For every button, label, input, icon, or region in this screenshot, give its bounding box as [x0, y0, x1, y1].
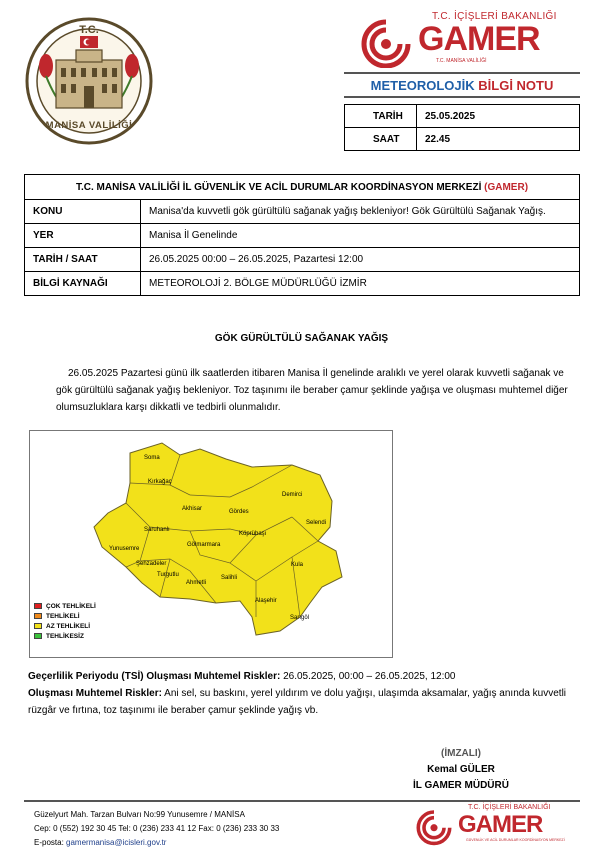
validity-line: [28, 668, 582, 685]
district-label: Selendi: [306, 520, 327, 526]
risks-line: [28, 685, 582, 719]
doc-type-banner: [344, 72, 580, 98]
logo-sub: T.C. MANİSA VALİLİĞİ: [436, 58, 487, 64]
info-table: [24, 174, 580, 296]
legend-swatch: [34, 633, 42, 639]
manisa-valiligi-seal: [24, 16, 154, 146]
row-key: YER: [25, 224, 141, 248]
district-label: Ahmetli: [186, 580, 207, 586]
row-key: KONU: [25, 200, 141, 224]
signed-label: (İMZALI): [441, 748, 481, 759]
footer-contact: [34, 808, 394, 849]
ministry-label: T.C. İÇİŞLERİ BAKANLIĞI: [468, 804, 551, 811]
district-label: Soma: [144, 455, 160, 461]
row-key: TARİH / SAAT: [25, 248, 141, 272]
date-row: [345, 105, 580, 128]
legend-item: [34, 601, 96, 611]
district-label: Yunusemre: [109, 546, 140, 552]
district-label: Şehzadeler: [136, 561, 167, 567]
ministry-label: T.C. İÇİŞLERİ BAKANLIĞI: [432, 11, 557, 22]
email-line: [34, 836, 394, 849]
legend-item: [34, 621, 96, 631]
risks-value: Ani sel, su baskını, yerel yıldırım ve dolu yağışı, ulaşımda aksamalar, yağış anında kuvvetli rüzgâr ve fırtına, toz taşınımı ile beraber çamur şeklinde yağış vb.: [28, 688, 567, 716]
district-label: Demirci: [282, 492, 303, 498]
legend-swatch: [34, 603, 42, 609]
legend-label: TEHLİKELİ: [46, 612, 80, 620]
time-value: 22.45: [417, 128, 580, 151]
gamer-footer-logo: [414, 804, 570, 848]
signer-name: Kemal GÜLER: [427, 764, 495, 775]
validity-value: 26.05.2025, 00:00 – 26.05.2025, 12:00: [280, 671, 456, 682]
gamer-emblem-icon: [414, 808, 454, 846]
section-title: GÖK GÜRÜLTÜLÜ SAĞANAK YAĞIŞ: [214, 333, 389, 344]
district-map: [29, 430, 393, 658]
table-row: [25, 224, 580, 248]
signer-title: İL GAMER MÜDÜRÜ: [413, 780, 509, 791]
row-value: 26.05.2025 00:00 – 26.05.2025, Pazartesi 12:00: [141, 248, 580, 272]
gamer-wordmark: GAMER: [458, 811, 543, 838]
seal-bottom-text: MANİSA VALİLİĞİ: [45, 120, 133, 131]
district-label: Akhisar: [182, 506, 203, 512]
seal-top-text: T.C.: [79, 24, 99, 36]
gamer-emblem-icon: [358, 18, 414, 68]
logo-sub-bottom: GÜVENLİK VE ACİL DURUMLAR KOORDİNASYON MERKEZİ: [466, 838, 565, 842]
time-row: [345, 128, 580, 151]
doc-type-part1: METEOROLOJİK: [370, 77, 475, 93]
table-row: [25, 272, 580, 296]
legend-item: [34, 611, 96, 621]
map-legend: [34, 601, 96, 641]
risk-section: [28, 668, 582, 719]
district-label: Alaşehir: [255, 598, 277, 604]
signature-block: [396, 746, 526, 794]
district-label: Gördes: [229, 509, 249, 515]
risks-label: Oluşması Muhtemel Riskler:: [28, 688, 162, 699]
doc-type-part2: BİLGİ NOTU: [478, 77, 554, 93]
email-label: E-posta:: [34, 838, 67, 847]
legend-swatch: [34, 613, 42, 619]
district-label: Turgutlu: [157, 572, 179, 578]
district-label: Sarıgöl: [290, 615, 310, 621]
district-label: Gölmarmara: [187, 542, 221, 548]
district-label: Saruhanlı: [144, 527, 170, 533]
date-label: TARİH: [345, 105, 417, 128]
table-row: [25, 200, 580, 224]
date-value: 25.05.2025: [417, 105, 580, 128]
row-value: Manisa'da kuvvetli gök gürültülü sağanak yağış bekleniyor! Gök Gürültülü Sağanak Yağış.: [141, 200, 580, 224]
info-table-header: [25, 175, 580, 200]
legend-label: TEHLİKESİZ: [46, 632, 84, 640]
row-value: Manisa İl Genelinde: [141, 224, 580, 248]
district-label: Salihli: [221, 575, 238, 581]
gamer-wordmark: GAMER: [418, 20, 540, 58]
email-link[interactable]: gamermanisa@icisleri.gov.tr: [66, 838, 167, 847]
row-value: METEOROLOJİ 2. BÖLGE MÜDÜRLÜĞÜ İZMİR: [141, 272, 580, 296]
info-title-prefix: T.C. MANİSA VALİLİĞİ İL GÜVENLİK VE ACİL DURUMLAR KOORDİNASYON MERKEZİ: [75, 181, 482, 193]
table-row: [25, 248, 580, 272]
legend-label: AZ TEHLİKELİ: [46, 622, 91, 630]
legend-swatch: [34, 623, 42, 629]
phone-line: Cep: 0 (552) 192 30 45 Tel: 0 (236) 233 41 12 Fax: 0 (236) 233 30 33: [34, 824, 280, 833]
row-key: BİLGİ KAYNAĞI: [25, 272, 141, 296]
time-label: SAAT: [345, 128, 417, 151]
legend-label: ÇOK TEHLİKELİ: [46, 602, 96, 610]
date-table: [344, 104, 580, 151]
body-paragraph: 26.05.2025 Pazartesi günü ilk saatlerden itibaren Manisa İl genelinde aralıklı ve yerel olarak kuvvetli sağanak ve gök gürültülü sağanak yağış bekleniyor. Toz taşınımı ile beraber çamur şeklinde yağışa ve oluşması muhtemel diğer olumsuzluklara karşı dikkatli ve tedbirli olunmalıdır.: [56, 368, 568, 413]
info-title-suffix: (GAMER): [484, 181, 529, 193]
district-label: Köprübaşı: [239, 531, 267, 537]
district-label: Kırkağaç: [148, 479, 172, 485]
footer-divider: [24, 800, 580, 802]
info-table-title: [25, 175, 580, 200]
legend-item: [34, 631, 96, 641]
gamer-logo: [358, 8, 568, 72]
address-line: Güzelyurt Mah. Tarzan Bulvarı No:99 Yunusemre / MANİSA: [34, 810, 245, 819]
district-label: Kula: [291, 562, 304, 568]
validity-label: Geçerlilik Periyodu (TSİ) Oluşması Muhtemel Riskler:: [28, 671, 281, 682]
